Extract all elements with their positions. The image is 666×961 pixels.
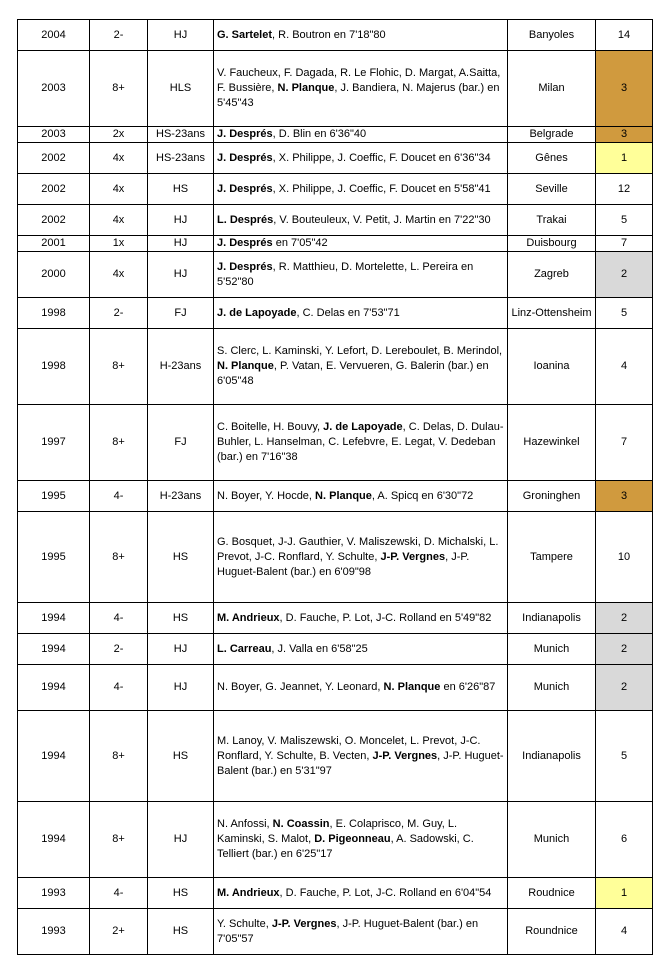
- place-cell: Gênes: [508, 143, 596, 174]
- boat-cell: 4-: [90, 665, 148, 711]
- table-row: [18, 878, 653, 909]
- crew-cell: [214, 634, 508, 665]
- category-cell: FJ: [148, 298, 214, 329]
- year-cell: 2002: [18, 143, 90, 174]
- crew-text: en 6'26"87: [440, 681, 496, 693]
- place-cell: Duisbourg: [508, 236, 596, 252]
- boat-cell: 8+: [90, 51, 148, 127]
- crew-text: , X. Philippe, J. Coeffic, F. Doucet en 5'58"41: [272, 182, 491, 195]
- boat-cell: 2-: [90, 634, 148, 665]
- year-cell: 1994: [18, 634, 90, 665]
- crew-cell: [214, 802, 508, 878]
- crew-cell: [214, 878, 508, 909]
- year-cell: 1994: [18, 665, 90, 711]
- rank-cell: 7: [596, 405, 653, 481]
- boat-cell: 2x: [90, 127, 148, 143]
- highlighted-rower: L. Després: [217, 213, 274, 226]
- highlighted-rower: J-P. Vergnes: [372, 749, 438, 762]
- crew-cell: [214, 143, 508, 174]
- year-cell: 1995: [18, 481, 90, 512]
- crew-cell: [214, 298, 508, 329]
- crew-text: , D. Blin en 6'36"40: [272, 128, 367, 140]
- table-row: [18, 252, 653, 298]
- crew-cell: [214, 909, 508, 955]
- crew-text: , R. Matthieu, D. Mortelette, L. Pereira en 5'52"80: [217, 260, 474, 288]
- year-cell: 1995: [18, 512, 90, 603]
- crew-cell: [214, 20, 508, 51]
- place-cell: Ioanina: [508, 329, 596, 405]
- crew-text: N. Anfossi,: [217, 818, 273, 830]
- year-cell: 2001: [18, 236, 90, 252]
- rank-cell: 3: [596, 481, 653, 512]
- boat-cell: 8+: [90, 512, 148, 603]
- boat-cell: 4-: [90, 603, 148, 634]
- highlighted-rower: N. Coassin: [272, 818, 330, 830]
- year-cell: 2003: [18, 51, 90, 127]
- table-row: [18, 143, 653, 174]
- boat-cell: 4x: [90, 205, 148, 236]
- crew-text: , J. Bandiera, N. Majerus (bar.) en 5'45"43: [217, 82, 500, 109]
- crew-text: , X. Philippe, J. Coeffic, F. Doucet en 6'36"34: [272, 151, 491, 164]
- highlighted-rower: J-P. Vergnes: [380, 550, 446, 563]
- boat-cell: 4-: [90, 878, 148, 909]
- boat-cell: 1x: [90, 236, 148, 252]
- crew-text: , C. Delas, D. Dulau-Buhler, L. Hanselman, C. Lefebvre, E. Legat, V. Dedeban (bar.) en 7'16"38: [217, 421, 504, 463]
- year-cell: 1993: [18, 909, 90, 955]
- rank-cell: 4: [596, 329, 653, 405]
- category-cell: HJ: [148, 665, 214, 711]
- rank-cell: 7: [596, 236, 653, 252]
- table-row: [18, 405, 653, 481]
- boat-cell: 4x: [90, 252, 148, 298]
- table-row: [18, 909, 653, 955]
- year-cell: 1994: [18, 603, 90, 634]
- place-cell: Zagreb: [508, 252, 596, 298]
- rank-cell: 10: [596, 512, 653, 603]
- table-row: [18, 236, 653, 252]
- highlighted-rower: N. Planque: [315, 489, 372, 502]
- place-cell: Linz-Ottensheim: [508, 298, 596, 329]
- year-cell: 2002: [18, 174, 90, 205]
- table-row: [18, 20, 653, 51]
- crew-text: , D. Fauche, P. Lot, J-C. Rolland en 5'49"82: [279, 611, 492, 624]
- crew-text: Y. Schulte,: [217, 917, 272, 930]
- place-cell: Munich: [508, 802, 596, 878]
- table-row: [18, 512, 653, 603]
- highlighted-rower: J-P. Vergnes: [271, 917, 337, 930]
- highlighted-rower: D. Pigeonneau: [314, 833, 391, 845]
- place-cell: Roundnice: [508, 909, 596, 955]
- crew-text: , C. Delas en 7'53"71: [296, 306, 400, 319]
- crew-text: , A. Spicq en 6'30"72: [371, 489, 474, 502]
- place-cell: Groninghen: [508, 481, 596, 512]
- table-row: [18, 298, 653, 329]
- category-cell: HS: [148, 711, 214, 802]
- year-cell: 1993: [18, 878, 90, 909]
- category-cell: HJ: [148, 802, 214, 878]
- category-cell: HLS: [148, 51, 214, 127]
- category-cell: HS: [148, 174, 214, 205]
- boat-cell: 2-: [90, 20, 148, 51]
- year-cell: 1998: [18, 329, 90, 405]
- crew-text: , J-P. Huguet-Balent (bar.) en 7'05"57: [217, 917, 479, 945]
- year-cell: 2003: [18, 127, 90, 143]
- highlighted-rower: N. Planque: [383, 681, 441, 693]
- crew-cell: [214, 252, 508, 298]
- table-row: [18, 174, 653, 205]
- rank-cell: 14: [596, 20, 653, 51]
- table-row: [18, 603, 653, 634]
- boat-cell: 4x: [90, 143, 148, 174]
- rank-cell: 3: [596, 127, 653, 143]
- rank-cell: 2: [596, 252, 653, 298]
- year-cell: 1997: [18, 405, 90, 481]
- category-cell: HS-23ans: [148, 143, 214, 174]
- year-cell: 1994: [18, 802, 90, 878]
- highlighted-rower: N. Planque: [217, 360, 274, 372]
- crew-text: M. Lanoy, V. Maliszewski, O. Moncelet, L. Prevot, J-C. Ronflard, Y. Schulte, B. Vecten,: [217, 734, 481, 762]
- highlighted-rower: J. de Lapoyade: [217, 306, 297, 319]
- crew-text: V. Faucheux, F. Dagada, R. Le Flohic, D. Margat, A.Saitta, F. Bussière,: [217, 67, 501, 94]
- place-cell: Banyoles: [508, 20, 596, 51]
- rank-cell: 5: [596, 711, 653, 802]
- category-cell: HS: [148, 603, 214, 634]
- crew-cell: [214, 481, 508, 512]
- year-cell: 2002: [18, 205, 90, 236]
- category-cell: HS: [148, 512, 214, 603]
- year-cell: 2004: [18, 20, 90, 51]
- boat-cell: 8+: [90, 329, 148, 405]
- table-row: [18, 634, 653, 665]
- category-cell: HJ: [148, 634, 214, 665]
- crew-text: C. Boitelle, H. Bouvy,: [217, 421, 324, 433]
- rank-cell: 1: [596, 143, 653, 174]
- place-cell: Munich: [508, 665, 596, 711]
- highlighted-rower: J. Després: [217, 151, 273, 164]
- boat-cell: 8+: [90, 711, 148, 802]
- crew-text: S. Clerc, L. Kaminski, Y. Lefort, D. Lereboulet, B. Merindol,: [217, 345, 503, 357]
- boat-cell: 8+: [90, 802, 148, 878]
- crew-cell: [214, 711, 508, 802]
- category-cell: H-23ans: [148, 329, 214, 405]
- highlighted-rower: L. Carreau: [217, 642, 272, 655]
- year-cell: 1994: [18, 711, 90, 802]
- crew-text: G. Bosquet, J-J. Gauthier, V. Maliszewski, D. Michalski, L. Prevot, J-C. Ronflard, Y. Schulte,: [217, 535, 499, 563]
- crew-text: , V. Bouteuleux, V. Petit, J. Martin en 7'22"30: [273, 213, 491, 226]
- boat-cell: 2-: [90, 298, 148, 329]
- category-cell: H-23ans: [148, 481, 214, 512]
- crew-text: N. Boyer, Y. Hocde,: [217, 489, 316, 502]
- results-table: [17, 19, 653, 955]
- place-cell: Belgrade: [508, 127, 596, 143]
- rank-cell: 6: [596, 802, 653, 878]
- place-cell: Roudnice: [508, 878, 596, 909]
- crew-cell: [214, 665, 508, 711]
- table-row: [18, 481, 653, 512]
- rank-cell: 12: [596, 174, 653, 205]
- rank-cell: 2: [596, 603, 653, 634]
- boat-cell: 4x: [90, 174, 148, 205]
- category-cell: HS: [148, 878, 214, 909]
- highlighted-rower: M. Andrieux: [217, 886, 280, 899]
- crew-text: , A. Sadowski, C. Telliert (bar.) en 6'25"17: [217, 833, 474, 860]
- crew-text: , P. Vatan, E. Vervueren, G. Balerin (bar.) en 6'05"48: [217, 360, 489, 387]
- crew-cell: [214, 236, 508, 252]
- table-row: [18, 51, 653, 127]
- rank-cell: 1: [596, 878, 653, 909]
- category-cell: HS-23ans: [148, 127, 214, 143]
- highlighted-rower: N. Planque: [277, 82, 335, 94]
- crew-text: , D. Fauche, P. Lot, J-C. Rolland en 6'04"54: [279, 886, 492, 899]
- crew-cell: [214, 329, 508, 405]
- rank-cell: 2: [596, 665, 653, 711]
- rank-cell: 2: [596, 634, 653, 665]
- place-cell: Seville: [508, 174, 596, 205]
- category-cell: HJ: [148, 205, 214, 236]
- year-cell: 2000: [18, 252, 90, 298]
- table-row: [18, 329, 653, 405]
- category-cell: HJ: [148, 20, 214, 51]
- table-row: [18, 205, 653, 236]
- rank-cell: 5: [596, 205, 653, 236]
- boat-cell: 2+: [90, 909, 148, 955]
- place-cell: Hazewinkel: [508, 405, 596, 481]
- category-cell: HS: [148, 909, 214, 955]
- crew-text: N. Boyer, G. Jeannet, Y. Leonard,: [217, 681, 384, 693]
- crew-text: en 7'05"42: [272, 237, 328, 249]
- table-row: [18, 127, 653, 143]
- table-row: [18, 711, 653, 802]
- highlighted-rower: J. de Lapoyade: [323, 421, 403, 433]
- crew-cell: [214, 512, 508, 603]
- table-row: [18, 665, 653, 711]
- highlighted-rower: M. Andrieux: [217, 611, 280, 624]
- crew-text: , R. Boutron en 7'18"80: [272, 28, 386, 41]
- place-cell: Indianapolis: [508, 711, 596, 802]
- place-cell: Milan: [508, 51, 596, 127]
- rank-cell: 4: [596, 909, 653, 955]
- rank-cell: 3: [596, 51, 653, 127]
- crew-text: , J-P. Huguet-Balent (bar.) en 5'31"97: [217, 749, 504, 777]
- crew-cell: [214, 603, 508, 634]
- crew-cell: [214, 51, 508, 127]
- place-cell: Tampere: [508, 512, 596, 603]
- crew-text: , J. Valla en 6'58"25: [271, 642, 368, 655]
- highlighted-rower: J. Després: [217, 128, 273, 140]
- crew-cell: [214, 405, 508, 481]
- table-row: [18, 802, 653, 878]
- category-cell: HJ: [148, 236, 214, 252]
- crew-cell: [214, 127, 508, 143]
- highlighted-rower: J. Després: [217, 237, 273, 249]
- boat-cell: 4-: [90, 481, 148, 512]
- crew-cell: [214, 174, 508, 205]
- highlighted-rower: J. Després: [217, 182, 273, 195]
- rank-cell: 5: [596, 298, 653, 329]
- crew-text: , J-P. Huguet-Balent (bar.) en 6'09"98: [217, 550, 470, 578]
- crew-cell: [214, 205, 508, 236]
- crew-text: , E. Colaprisco, M. Guy, L. Kaminski, S. Malot,: [217, 818, 458, 845]
- highlighted-rower: J. Després: [217, 260, 273, 273]
- place-cell: Indianapolis: [508, 603, 596, 634]
- year-cell: 1998: [18, 298, 90, 329]
- highlighted-rower: G. Sartelet: [217, 28, 273, 41]
- place-cell: Munich: [508, 634, 596, 665]
- category-cell: HJ: [148, 252, 214, 298]
- category-cell: FJ: [148, 405, 214, 481]
- boat-cell: 8+: [90, 405, 148, 481]
- results-table-body: [18, 20, 653, 955]
- place-cell: Trakai: [508, 205, 596, 236]
